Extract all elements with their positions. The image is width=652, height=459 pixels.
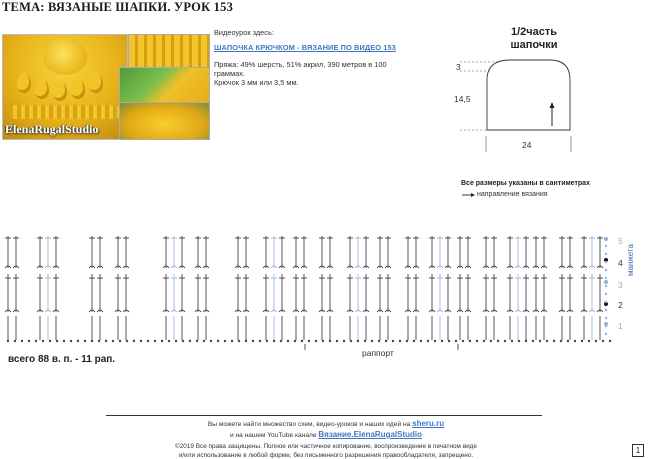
chain-dot [21, 340, 23, 342]
chain-dot [301, 340, 303, 342]
dim-width-label: 24 [522, 140, 532, 150]
dim-height-label: 14,5 [454, 94, 471, 104]
chain-dot [511, 340, 513, 342]
cuff-chain-dot [605, 269, 607, 271]
leaf-stitch [17, 73, 31, 93]
footer-text1: Вы можете найти множество схем, видео-уроков и наших идей на [207, 421, 411, 428]
stitch-chart [0, 220, 652, 350]
chain-dot [483, 340, 485, 342]
hook-info: Крючок 3 мм или 3,5 мм. [214, 78, 299, 87]
chain-dot [532, 340, 534, 342]
chain-dot [343, 340, 345, 342]
row-number-4: 4 [618, 258, 623, 268]
chain-dot [154, 340, 156, 342]
footer-divider [106, 415, 542, 416]
video-label: Видеоурок здесь: [214, 28, 274, 37]
chain-dot [588, 340, 590, 342]
chain-dot [147, 340, 149, 342]
cuff-chain-dot [605, 285, 607, 287]
chain-dot [378, 340, 380, 342]
info-block [214, 28, 399, 87]
footer-text2: и на нашем YouTube канале [229, 432, 317, 439]
chain-dot [217, 340, 219, 342]
chain-dot [490, 340, 492, 342]
cuff-chain-dot [605, 301, 607, 303]
chain-dot [448, 340, 450, 342]
video-link[interactable]: ШАПОЧКА КРЮЧКОМ - ВЯЗАНИЕ ПО ВИДЕО 153 [214, 43, 396, 52]
cuff-chain-dot [605, 309, 607, 311]
chain-dot [322, 340, 324, 342]
yarn-info: Пряжа: 49% шерсть, 51% акрил, 390 метров в 100 граммах. [214, 60, 387, 78]
leaf-stitch [53, 81, 67, 101]
chain-dot [350, 340, 352, 342]
chain-dot [259, 340, 261, 342]
chain-dot [602, 340, 604, 342]
row-number-5: 5 [618, 236, 623, 246]
diagram-title-line1: 1/2часть [510, 26, 558, 38]
chain-dot [175, 340, 177, 342]
repeat-label: раппорт [362, 348, 394, 358]
chain-dot [553, 340, 555, 342]
pompom-shape [43, 39, 87, 75]
chain-dot [315, 340, 317, 342]
chain-dot [574, 340, 576, 342]
chain-dot [518, 340, 520, 342]
row-number-3: 3 [618, 280, 623, 290]
chain-dot [140, 340, 142, 342]
chain-dot [413, 340, 415, 342]
chain-dot [420, 340, 422, 342]
cuff-chain-dot [605, 261, 607, 263]
chain-dot [210, 340, 212, 342]
chain-dot [133, 340, 135, 342]
chain-dot [357, 340, 359, 342]
hat-shape-diagram [440, 50, 590, 160]
chain-dot [329, 340, 331, 342]
chain-dot [161, 340, 163, 342]
page-title: ТЕМА: ВЯЗАНЫЕ ШАПКИ. УРОК 153 [2, 0, 234, 14]
chain-dot [252, 340, 254, 342]
chain-dot [203, 340, 205, 342]
direction-legend-label: направление вязания [477, 191, 548, 198]
photo-watermark: ElenaRugalStudio [5, 122, 99, 136]
chain-dot [308, 340, 310, 342]
chain-dot [245, 340, 247, 342]
chain-dot [609, 340, 611, 342]
chain-dot [469, 340, 471, 342]
chain-dot [504, 340, 506, 342]
cuff-chain-dot [605, 253, 607, 255]
cuff-chain-dot [605, 293, 607, 295]
chain-dot [546, 340, 548, 342]
chain-dot [84, 340, 86, 342]
channel-link[interactable]: Вязание.ElenaRugalStudio [318, 430, 423, 439]
chain-dot [539, 340, 541, 342]
copyright-line1: ©2019 Все права защищены. Полное или частичное копирование, воспроизведение в печатном виде [175, 443, 477, 450]
total-stitches-label: всего 88 в. п. - 11 рап. [8, 354, 116, 365]
hat-flat-photo [119, 102, 210, 140]
hat-outline [487, 60, 570, 130]
chain-dot [560, 340, 562, 342]
chain-dot [476, 340, 478, 342]
cuff-chain-dot [605, 245, 607, 247]
chain-dot [7, 340, 9, 342]
diagram-title-line2: шапочки [510, 39, 558, 51]
chain-dot [231, 340, 233, 342]
chain-dot [371, 340, 373, 342]
chain-dot [98, 340, 100, 342]
row-number-2: 2 [618, 300, 623, 310]
chain-dot [224, 340, 226, 342]
chain-dot [168, 340, 170, 342]
chain-dot [441, 340, 443, 342]
pattern-closeup-photo [128, 34, 210, 68]
site-link[interactable]: sheru.ru [412, 419, 445, 428]
cuff-chain-dot [605, 325, 607, 327]
dim-top-label: 3 [456, 62, 461, 72]
footer-line1 [0, 419, 652, 428]
chain-dot [91, 340, 93, 342]
chain-dot [399, 340, 401, 342]
chain-dot [56, 340, 58, 342]
chain-dot [49, 340, 51, 342]
chain-dot [364, 340, 366, 342]
cuff-stitch-dot [604, 237, 608, 241]
chain-dot [182, 340, 184, 342]
chain-dot [35, 340, 37, 342]
leaf-stitch [35, 79, 49, 99]
units-note: Все размеры указаны в сантиметрах [461, 180, 590, 187]
chain-dot [455, 340, 457, 342]
arrow-legend-icon [462, 191, 476, 199]
leaf-stitch [71, 79, 85, 99]
chain-dot [427, 340, 429, 342]
footer-line2 [0, 430, 652, 439]
chain-dot [70, 340, 72, 342]
chain-dot [392, 340, 394, 342]
copyright-line2: и/или использование в любой форме, без письменного разрешения правообладателя, запрещено. [178, 452, 474, 459]
hat-band [9, 105, 119, 119]
chain-dot [63, 340, 65, 342]
chain-dot [336, 340, 338, 342]
chain-dot [112, 340, 114, 342]
diagram-title [494, 26, 574, 52]
chain-dot [196, 340, 198, 342]
chain-dot [238, 340, 240, 342]
cuff-stitch-dot [604, 280, 608, 284]
chain-dot [581, 340, 583, 342]
cuff-chain-dot [605, 277, 607, 279]
chain-dot [434, 340, 436, 342]
chain-dot [266, 340, 268, 342]
chain-dot [105, 340, 107, 342]
chain-dot [497, 340, 499, 342]
chain-dot [287, 340, 289, 342]
chain-dot [273, 340, 275, 342]
chain-dot [14, 340, 16, 342]
cuff-chain-dot [605, 333, 607, 335]
chain-dot [42, 340, 44, 342]
chain-dot [189, 340, 191, 342]
row-number-1: 1 [618, 321, 623, 331]
chain-dot [119, 340, 121, 342]
chain-dot [385, 340, 387, 342]
chain-dot [77, 340, 79, 342]
chain-dot [567, 340, 569, 342]
leaf-stitch [89, 73, 103, 93]
chain-dot [406, 340, 408, 342]
chain-dot [462, 340, 464, 342]
cuff-chain-dot [605, 317, 607, 319]
chain-dot [126, 340, 128, 342]
chain-dot [525, 340, 527, 342]
direction-arrow-head [550, 102, 555, 108]
chain-dot [28, 340, 30, 342]
chain-dot [280, 340, 282, 342]
chain-dot [294, 340, 296, 342]
cuff-label: манжета [626, 244, 635, 276]
knitting-process-photo [119, 67, 210, 103]
page-number: 1 [632, 444, 644, 457]
chain-dot [595, 340, 597, 342]
